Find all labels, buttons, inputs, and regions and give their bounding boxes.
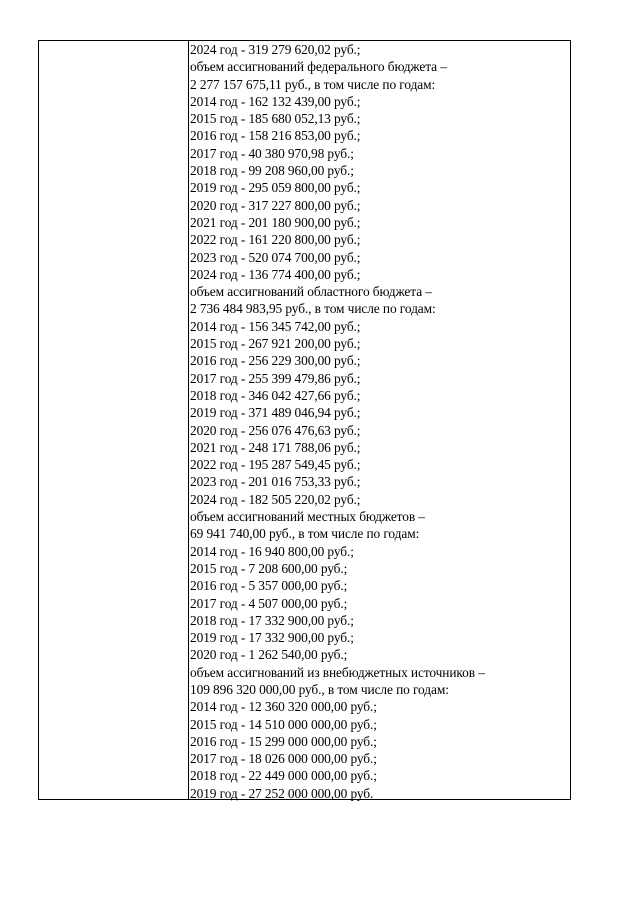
text-line: 2024 год - 319 279 620,02 руб.;: [190, 42, 361, 57]
text-line: 2016 год - 158 216 853,00 руб.;: [190, 128, 361, 144]
text-line: 2016 год - 256 229 300,00 руб.;: [190, 353, 361, 369]
text-line: 2014 год - 156 345 742,00 руб.;: [190, 318, 361, 334]
text-line: 2021 год - 248 171 788,06 руб.;: [190, 439, 361, 455]
text-line: 2015 год - 185 680 052,13 руб.;: [190, 111, 361, 127]
text-line: 2 277 157 675,11 руб., в том числе по годам:: [190, 76, 436, 92]
text-line: 2022 год - 195 287 549,45 руб.;: [190, 457, 361, 473]
funding-table: [38, 40, 571, 800]
text-line: 2017 год - 40 380 970,98 руб.;: [190, 145, 354, 161]
text-line: 2017 год - 255 399 479,86 руб.;: [190, 370, 361, 386]
text-line: 2020 год - 1 262 540,00 руб.;: [190, 647, 348, 663]
text-line: 2014 год - 162 132 439,00 руб.;: [190, 93, 361, 109]
text-line: 2021 год - 201 180 900,00 руб.;: [190, 214, 361, 230]
text-line: объем ассигнований федерального бюджета –: [190, 59, 447, 75]
text-line: 2023 год - 201 016 753,33 руб.;: [190, 474, 361, 490]
text-line: 2019 год - 371 489 046,94 руб.;: [190, 405, 361, 421]
text-line: 2015 год - 267 921 200,00 руб.;: [190, 336, 361, 352]
text-line: 2020 год - 317 227 800,00 руб.;: [190, 197, 361, 213]
table-content-cell: [189, 41, 570, 799]
text-line: 2023 год - 520 074 700,00 руб.;: [190, 249, 361, 265]
text-line: 2018 год - 346 042 427,66 руб.;: [190, 387, 361, 403]
text-line: объем ассигнований из внебюджетных источников –: [190, 664, 485, 680]
text-line: 2016 год - 15 299 000 000,00 руб.;: [190, 733, 377, 749]
text-line: 2017 год - 4 507 000,00 руб.;: [190, 595, 348, 611]
text-line: 2016 год - 5 357 000,00 руб.;: [190, 578, 348, 594]
text-line: 2022 год - 161 220 800,00 руб.;: [190, 232, 361, 248]
text-line: 2019 год - 295 059 800,00 руб.;: [190, 180, 361, 196]
text-line: 109 896 320 000,00 руб., в том числе по годам:: [190, 681, 449, 697]
text-line: 2020 год - 256 076 476,63 руб.;: [190, 422, 361, 438]
text-line: 69 941 740,00 руб., в том числе по годам:: [190, 526, 420, 542]
text-line: 2014 год - 12 360 320 000,00 руб.;: [190, 699, 377, 715]
text-line: 2 736 484 983,95 руб., в том числе по годам:: [190, 301, 436, 317]
text-line: 2019 год - 27 252 000 000,00 руб.: [190, 785, 374, 801]
table-label-cell: [39, 41, 189, 799]
text-line: 2015 год - 7 208 600,00 руб.;: [190, 560, 348, 576]
text-line: 2019 год - 17 332 900,00 руб.;: [190, 630, 354, 646]
text-line: 2015 год - 14 510 000 000,00 руб.;: [190, 716, 377, 732]
text-line: 2014 год - 16 940 800,00 руб.;: [190, 543, 354, 559]
text-line: 2024 год - 136 774 400,00 руб.;: [190, 266, 361, 282]
text-line: 2017 год - 18 026 000 000,00 руб.;: [190, 751, 377, 767]
text-line: объем ассигнований местных бюджетов –: [190, 509, 425, 525]
text-line: 2024 год - 182 505 220,02 руб.;: [190, 491, 361, 507]
text-line: 2018 год - 22 449 000 000,00 руб.;: [190, 768, 377, 784]
text-line: 2018 год - 99 208 960,00 руб.;: [190, 163, 354, 179]
text-line: объем ассигнований областного бюджета –: [190, 284, 432, 300]
text-line: 2018 год - 17 332 900,00 руб.;: [190, 612, 354, 628]
